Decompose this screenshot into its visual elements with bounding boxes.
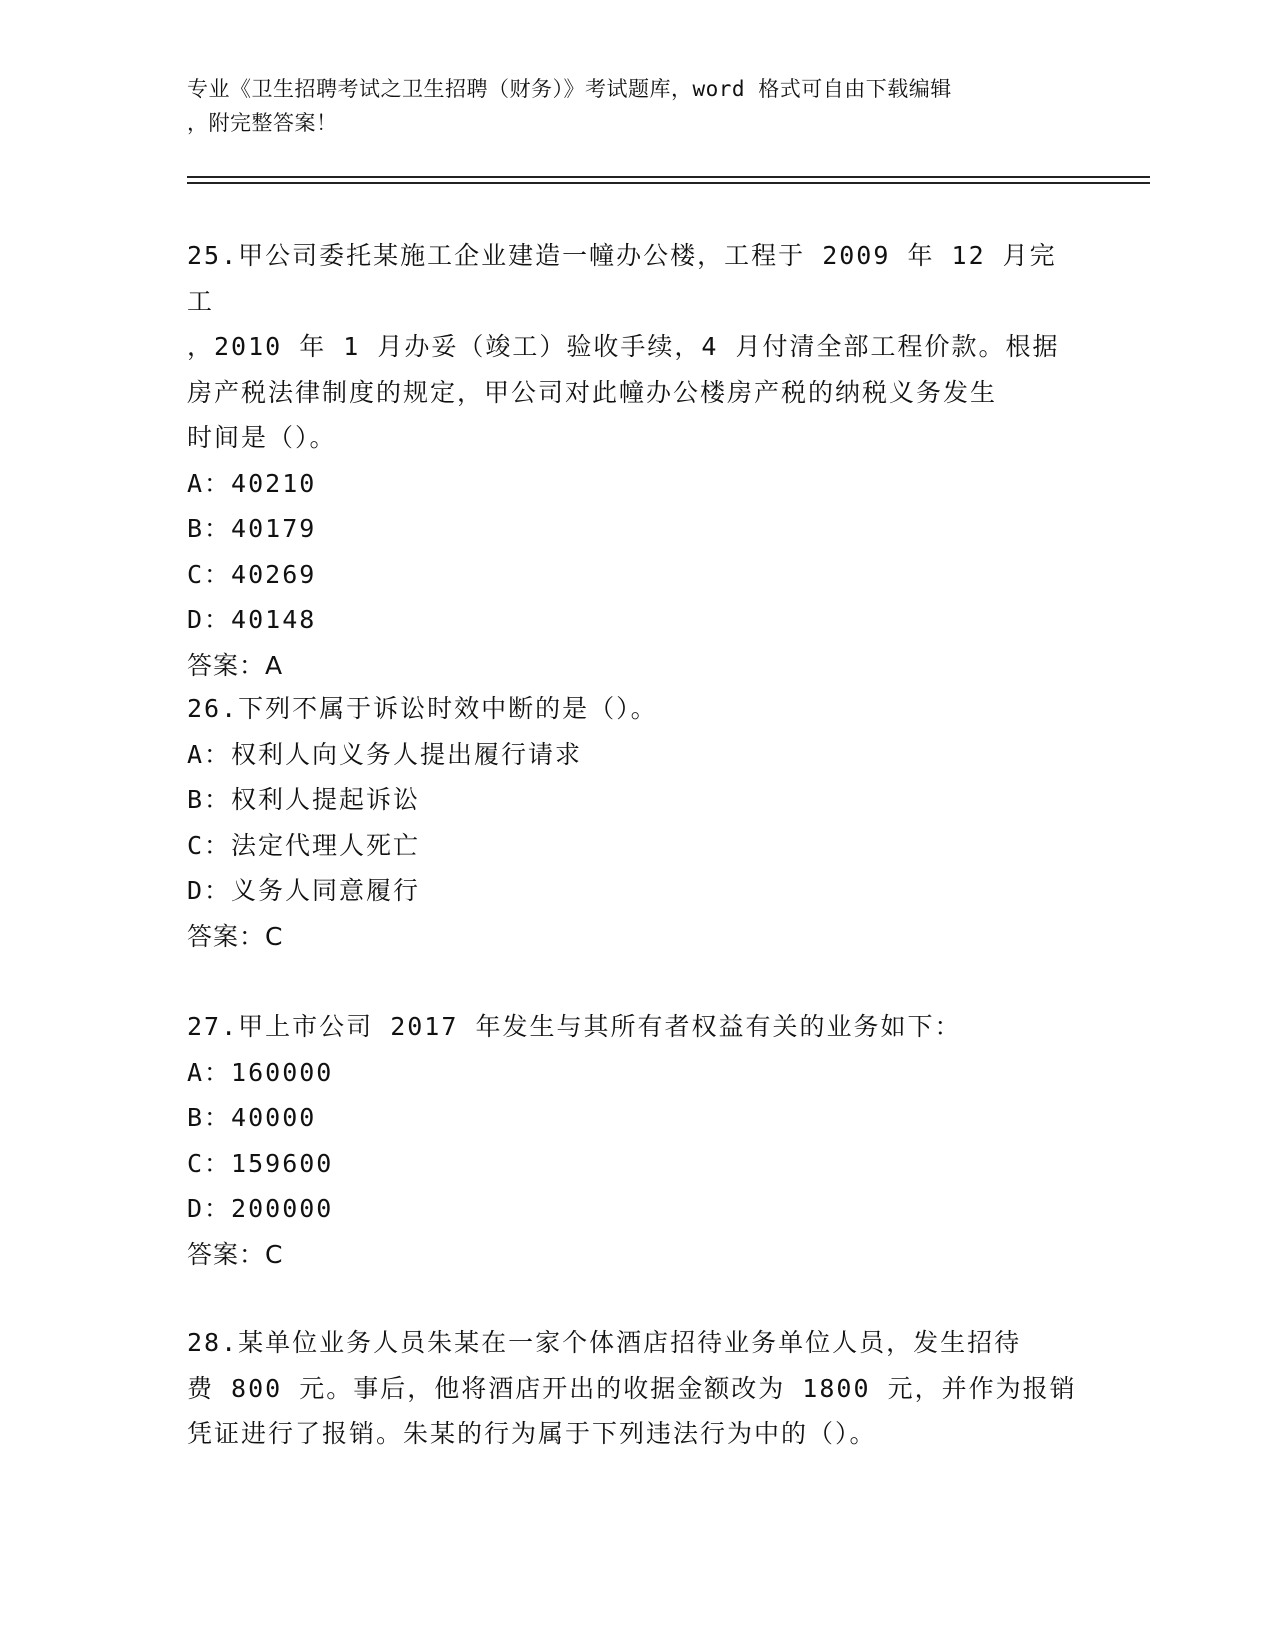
question-27	[187, 1004, 1077, 1277]
question-26	[187, 686, 1077, 959]
option-a: A：160000	[187, 1057, 334, 1087]
option-c: C：法定代理人死亡	[187, 830, 421, 860]
header-divider-bottom	[187, 182, 1150, 184]
question-25	[187, 233, 1077, 688]
header-divider-top	[187, 176, 1150, 178]
answer-line: 答案：A	[187, 650, 284, 680]
option-d: D：40148	[187, 605, 317, 634]
question-stem-line: 27.甲上市公司 2017 年发生与其所有者权益有关的业务如下：	[187, 1012, 962, 1041]
option-a: A：权利人向义务人提出履行请求	[187, 739, 583, 769]
option-b: B：权利人提起诉讼	[187, 785, 421, 814]
option-c: C：40269	[187, 559, 317, 589]
answer-line: 答案：C	[187, 921, 284, 951]
option-d: D：义务人同意履行	[187, 876, 421, 905]
option-d: D：200000	[187, 1194, 334, 1223]
question-stem-line: 28.某单位业务人员朱某在一家个体酒店招待业务单位人员，发生招待	[187, 1328, 1022, 1357]
option-c: C：159600	[187, 1148, 334, 1178]
option-a: A：40210	[187, 468, 317, 498]
option-b: B：40000	[187, 1103, 317, 1132]
header-line-1: 专业《卫生招聘考试之卫生招聘（财务）》考试题库，word 格式可自由下载编辑	[187, 77, 952, 101]
question-stem-line: 凭证进行了报销。朱某的行为属于下列违法行为中的（）。	[187, 1419, 877, 1448]
question-stem-line: 房产税法律制度的规定，甲公司对此幢办公楼房产税的纳税义务发生	[187, 377, 998, 407]
header-line-2: ，附完整答案！	[187, 111, 338, 135]
question-stem-line: 时间是（）。	[187, 423, 337, 452]
option-b: B：40179	[187, 514, 317, 543]
question-stem-line: 25.甲公司委托某施工企业建造一幢办公楼，工程于 2009 年 12 月完工	[187, 241, 1057, 316]
document-header	[187, 72, 1067, 140]
question-28	[187, 1320, 1077, 1457]
question-stem-line: 费 800 元。事后，他将酒店开出的收据金额改为 1800 元，并作为报销	[187, 1373, 1077, 1403]
question-stem-line: ，2010 年 1 月办妥（竣工）验收手续，4 月付清全部工程价款。根据	[187, 332, 1060, 361]
question-stem-line: 26.下列不属于诉讼时效中断的是（）。	[187, 694, 658, 723]
answer-line: 答案：C	[187, 1239, 284, 1269]
